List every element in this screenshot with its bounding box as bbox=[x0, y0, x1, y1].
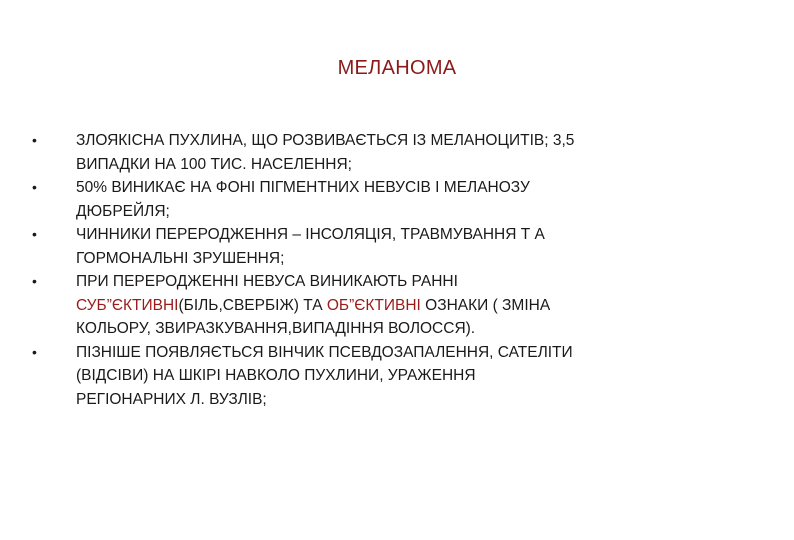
bullet-marker: • bbox=[32, 226, 37, 242]
bullet-line: КОЛЬОРУ, ЗВИРАЗКУВАННЯ,ВИПАДІННЯ ВОЛОССЯ). bbox=[76, 320, 476, 337]
bullet-line: ПРИ ПЕРЕРОДЖЕННІ НЕВУСА ВИНИКАЮТЬ РАННІ bbox=[76, 273, 458, 290]
bullet-marker: • bbox=[32, 273, 37, 289]
bullet-line: ПІЗНІШЕ ПОЯВЛЯЄТЬСЯ ВІНЧИК ПСЕВДОЗАПАЛЕННЯ, САТЕЛІТИ bbox=[76, 343, 573, 361]
bullet-line: ЧИННИКИ ПЕРЕРОДЖЕННЯ – ІНСОЛЯЦІЯ, ТРАВМУВАННЯ Т А bbox=[76, 226, 545, 243]
bullet-marker: • bbox=[32, 343, 37, 360]
slide-title-text: МЕЛАНОМА bbox=[337, 57, 457, 79]
bullet-marker: • bbox=[32, 179, 37, 195]
bullet-list bbox=[30, 129, 760, 411]
bullet-text-segment: (БІЛЬ,СВЕРБІЖ) ТА bbox=[178, 296, 327, 314]
bullet-item bbox=[30, 176, 760, 223]
bullet-line-mixed bbox=[76, 294, 760, 318]
bullet-item bbox=[30, 270, 760, 341]
bullet-line: ДЮБРЕЙЛЯ; bbox=[76, 202, 170, 220]
bullet-line: ЗЛОЯКІСНА ПУХЛИНА, ЩО РОЗВИВАЄТЬСЯ ІЗ МЕЛАНОЦИТІВ; 3,5 bbox=[76, 132, 575, 149]
bullet-line: ГОРМОНАЛЬНІ ЗРУШЕННЯ; bbox=[76, 249, 285, 267]
objective-term: ОБ”ЄКТИВНІ bbox=[326, 296, 421, 314]
bullet-item bbox=[30, 129, 760, 176]
bullet-line: (ВІДСІВИ) НА ШКІРІ НАВКОЛО ПУХЛИНИ, УРАЖЕННЯ bbox=[76, 367, 476, 384]
bullet-text-segment: ОЗНАКИ ( ЗМІНА bbox=[420, 296, 551, 314]
slide-title bbox=[0, 56, 794, 80]
bullet-line: ВИПАДКИ НА 100 ТИС. НАСЕЛЕННЯ; bbox=[76, 155, 352, 173]
bullet-marker: • bbox=[32, 132, 37, 148]
bullet-item bbox=[30, 223, 760, 270]
bullet-line: РЕГІОНАРНИХ Л. ВУЗЛІВ; bbox=[76, 390, 267, 408]
bullet-line: 50% ВИНИКАЄ НА ФОНІ ПІГМЕНТНИХ НЕВУСІВ І МЕЛАНОЗУ bbox=[76, 179, 530, 196]
bullet-item bbox=[30, 341, 760, 412]
subjective-term: СУБ”ЄКТИВНІ bbox=[76, 296, 179, 314]
